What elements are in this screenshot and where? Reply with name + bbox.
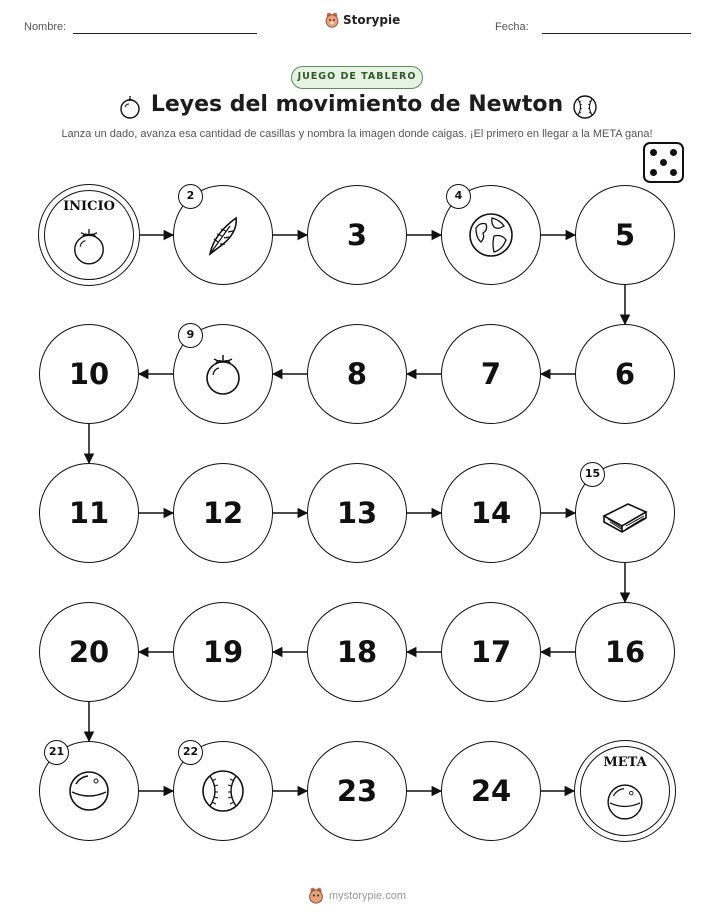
earth-globe-icon [464,208,518,262]
board-space-7 [441,324,541,424]
board-space-12 [173,463,273,563]
board-space-18 [307,602,407,702]
instructions: Lanza un dado, avanza esa cantidad de casillas y nombra la imagen donde caigas. ¡El primero en llegar a la META gana! [61,128,653,140]
board-space-24 [441,741,541,841]
space-number: 24 [470,774,512,808]
space-number: 20 [68,635,110,669]
feather-icon [196,208,250,262]
board-space-17 [441,602,541,702]
board-space-5 [575,185,675,285]
space-number: 23 [336,774,378,808]
board-space-11 [39,463,139,563]
board-space-9 [173,324,273,424]
space-number-badge: 2 [178,184,203,209]
name-label: Nombre: [24,21,67,33]
space-number: 17 [470,635,512,669]
space-number-badge: 4 [446,184,471,209]
baseball-icon [196,764,250,818]
board-space-14 [441,463,541,563]
board-space-23 [307,741,407,841]
goal-space [574,740,676,842]
space-number: 19 [202,635,244,669]
board-space-3 [307,185,407,285]
space-number-badge: 21 [44,740,69,765]
board-space-6 [575,324,675,424]
board-space-10 [39,324,139,424]
date-label: Fecha: [495,21,529,33]
space-number-badge: 22 [178,740,203,765]
start-space [38,184,140,286]
board-space-15 [575,463,675,563]
marble-icon [62,764,116,818]
board-space-8 [307,324,407,424]
space-label: META [603,755,647,770]
space-number-badge: 9 [178,323,203,348]
board-space-16 [575,602,675,702]
space-number: 7 [480,357,502,391]
space-number: 11 [68,496,110,530]
space-number: 16 [604,635,646,669]
space-number-badge: 15 [580,462,605,487]
footer [0,887,714,904]
board-space-20 [39,602,139,702]
storypie-mascot-icon [308,887,324,904]
game-type-badge: JUEGO DE TABLERO [291,66,423,89]
space-number: 5 [614,218,636,252]
space-label: INICIO [63,199,115,214]
book-icon [598,486,652,540]
tomato-icon [196,347,250,401]
board-space-22 [173,741,273,841]
page-title: Leyes del movimiento de Newton [150,92,564,117]
space-number: 13 [336,496,378,530]
space-number: 18 [336,635,378,669]
board-space-4 [441,185,541,285]
board-space-19 [173,602,273,702]
footer-url[interactable]: mystorypie.com [328,889,407,902]
space-number: 6 [614,357,636,391]
space-number: 12 [202,496,244,530]
brand-name: Storypie [343,13,401,27]
space-number: 3 [346,218,368,252]
space-number: 10 [68,357,110,391]
board-space-21 [39,741,139,841]
space-number: 14 [470,496,512,530]
board-space-2 [173,185,273,285]
board-space-13 [307,463,407,563]
space-number: 8 [346,357,368,391]
